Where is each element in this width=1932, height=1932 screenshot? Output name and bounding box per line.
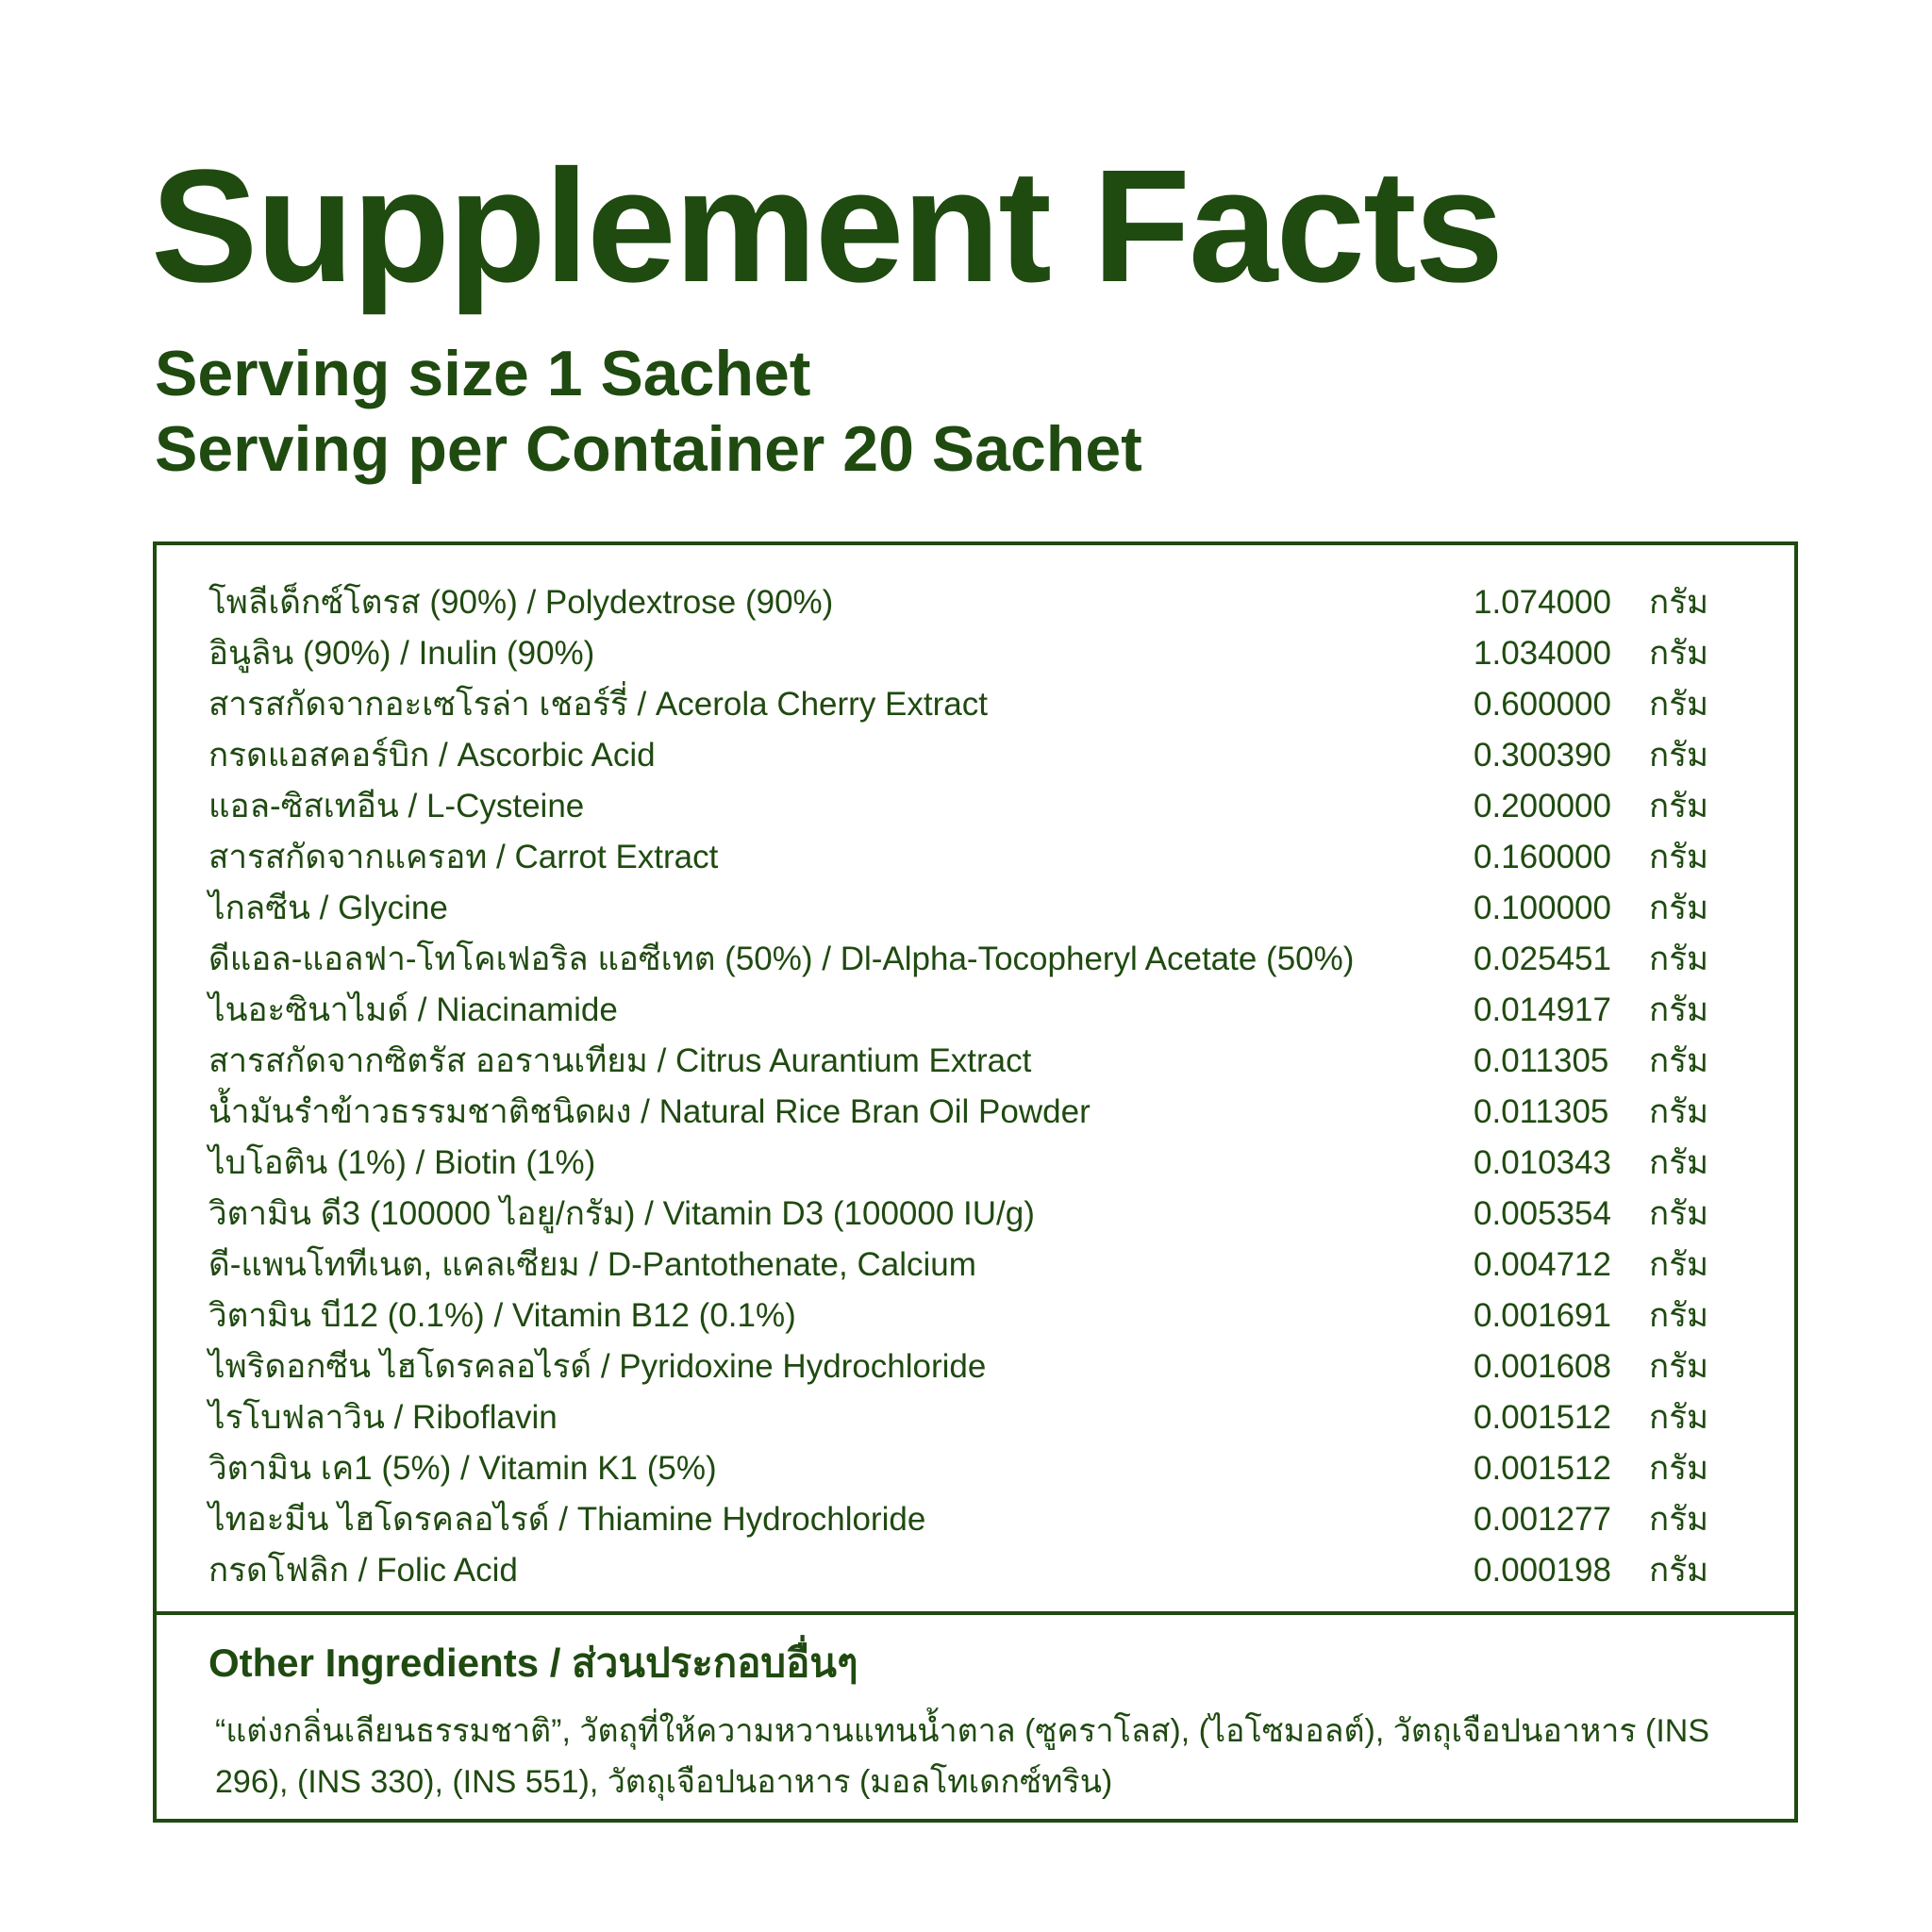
ingredient-name: สารสกัดจากซิตรัส ออรานเทียม / Citrus Aurantium Extract [208,1042,1032,1079]
ingredient-row [157,1545,1794,1596]
ingredient-row [157,1291,1794,1341]
ingredient-amount: 0.600000 [1474,686,1611,723]
ingredient-amount: 0.200000 [1474,788,1611,824]
ingredient-unit: กรัม [1649,1144,1709,1181]
ingredient-amount: 1.074000 [1474,584,1611,621]
ingredient-unit: กรัม [1649,1042,1709,1079]
ingredient-name: สารสกัดจากอะเซโรล่า เชอร์รี่ / Acerola Cherry Extract [208,686,988,723]
ingredient-unit: กรัม [1649,1195,1709,1232]
ingredient-unit: กรัม [1649,1552,1709,1589]
ingredient-name: วิตามิน ดี3 (100000 ไอยู/กรัม) / Vitamin D3 (100000 IU/g) [208,1195,1035,1232]
ingredient-unit: กรัม [1649,584,1709,621]
ingredient-row [157,679,1794,730]
ingredient-amount: 0.014917 [1474,991,1611,1028]
ingredient-row [157,1189,1794,1240]
ingredient-amount: 0.011305 [1474,1093,1609,1130]
ingredient-unit: กรัม [1649,1399,1709,1436]
ingredient-row [157,1494,1794,1545]
ingredient-name: แอล-ซิสเทอีน / L-Cysteine [208,788,585,824]
ingredient-name: ไพริดอกซีน ไฮโดรคลอไรด์ / Pyridoxine Hydrochloride [208,1348,987,1385]
ingredient-unit: กรัม [1649,737,1709,774]
ingredient-row [157,1087,1794,1138]
servings-per-container: Serving per Container 20 Sachet [155,413,1142,485]
ingredient-unit: กรัม [1649,1093,1709,1130]
ingredients-list [157,577,1794,1596]
ingredient-unit: กรัม [1649,788,1709,824]
ingredient-unit: กรัม [1649,839,1709,875]
serving-size: Serving size 1 Sachet [155,338,811,409]
ingredient-row [157,1392,1794,1443]
ingredient-name: วิตามิน บี12 (0.1%) / Vitamin B12 (0.1%) [208,1297,796,1334]
ingredient-amount: 0.100000 [1474,890,1611,926]
ingredient-amount: 0.300390 [1474,737,1611,774]
ingredient-name: น้ำมันรำข้าวธรรมชาติชนิดผง / Natural Rice Bran Oil Powder [208,1093,1091,1130]
ingredient-row [157,1443,1794,1494]
ingredient-unit: กรัม [1649,1501,1709,1538]
ingredient-amount: 0.001608 [1474,1348,1611,1385]
other-ingredients-text: “แต่งกลิ่นเลียนธรรมชาติ”, วัตถุที่ให้ความหวานแทนน้ำตาล (ซูคราโลส), (ไอโซมอลต์), วัตถุเจือปนอาหาร (INS 296), (INS 330), (INS 551), วัตถุเจือปนอาหาร (มอลโทเดกซ์ทริน) [215,1713,1710,1800]
ingredient-row [157,1341,1794,1392]
ingredient-unit: กรัม [1649,890,1709,926]
ingredient-amount: 0.160000 [1474,839,1611,875]
section-divider [157,1611,1794,1615]
other-ingredients-title: Other Ingredients / ส่วนประกอบอื่นๆ [208,1641,858,1685]
ingredient-amount: 0.000198 [1474,1552,1611,1589]
ingredient-row [157,628,1794,679]
ingredient-unit: กรัม [1649,941,1709,977]
ingredient-row [157,1036,1794,1087]
ingredient-name: กรดแอสคอร์บิก / Ascorbic Acid [208,737,656,774]
ingredient-amount: 0.001512 [1474,1399,1611,1436]
ingredient-amount: 0.001277 [1474,1501,1611,1538]
ingredient-name: ดีแอล-แอลฟา-โทโคเฟอริล แอซีเทต (50%) / Dl-Alpha-Tocopheryl Acetate (50%) [208,941,1355,977]
ingredient-amount: 0.011305 [1474,1042,1609,1079]
ingredient-unit: กรัม [1649,1297,1709,1334]
ingredients-panel [153,541,1798,1823]
ingredient-row [157,934,1794,985]
ingredient-name: กรดโฟลิก / Folic Acid [208,1552,518,1589]
ingredient-name: ไกลซีน / Glycine [208,890,448,926]
ingredient-row [157,1240,1794,1291]
ingredient-amount: 0.010343 [1474,1144,1611,1181]
ingredient-row [157,730,1794,781]
ingredient-name: สารสกัดจากแครอท / Carrot Extract [208,839,719,875]
ingredient-unit: กรัม [1649,1246,1709,1283]
ingredient-row [157,577,1794,628]
ingredient-row [157,781,1794,832]
ingredient-amount: 0.004712 [1474,1246,1611,1283]
ingredient-unit: กรัม [1649,991,1709,1028]
ingredient-name: ไทอะมีน ไฮโดรคลอไรด์ / Thiamine Hydrochloride [208,1501,926,1538]
ingredient-name: ไรโบฟลาวิน / Riboflavin [208,1399,558,1436]
page-title: Supplement Facts [151,137,1503,316]
ingredient-name: ไบโอติน (1%) / Biotin (1%) [208,1144,596,1181]
ingredient-row [157,985,1794,1036]
ingredient-amount: 1.034000 [1474,635,1611,672]
ingredient-amount: 0.005354 [1474,1195,1611,1232]
ingredient-amount: 0.001512 [1474,1450,1611,1487]
ingredient-unit: กรัม [1649,1450,1709,1487]
ingredient-unit: กรัม [1649,686,1709,723]
ingredient-name: โพลีเด็กซ์โตรส (90%) / Polydextrose (90%) [208,584,834,621]
ingredient-row [157,832,1794,883]
ingredient-name: อินูลิน (90%) / Inulin (90%) [208,635,595,672]
ingredient-amount: 0.025451 [1474,941,1611,977]
ingredient-unit: กรัม [1649,1348,1709,1385]
ingredient-row [157,883,1794,934]
ingredient-unit: กรัม [1649,635,1709,672]
ingredient-name: วิตามิน เค1 (5%) / Vitamin K1 (5%) [208,1450,717,1487]
ingredient-name: ดี-แพนโททีเนต, แคลเซียม / D-Pantothenate, Calcium [208,1246,976,1283]
ingredient-row [157,1138,1794,1189]
ingredient-name: ไนอะซินาไมด์ / Niacinamide [208,991,618,1028]
ingredient-amount: 0.001691 [1474,1297,1611,1334]
